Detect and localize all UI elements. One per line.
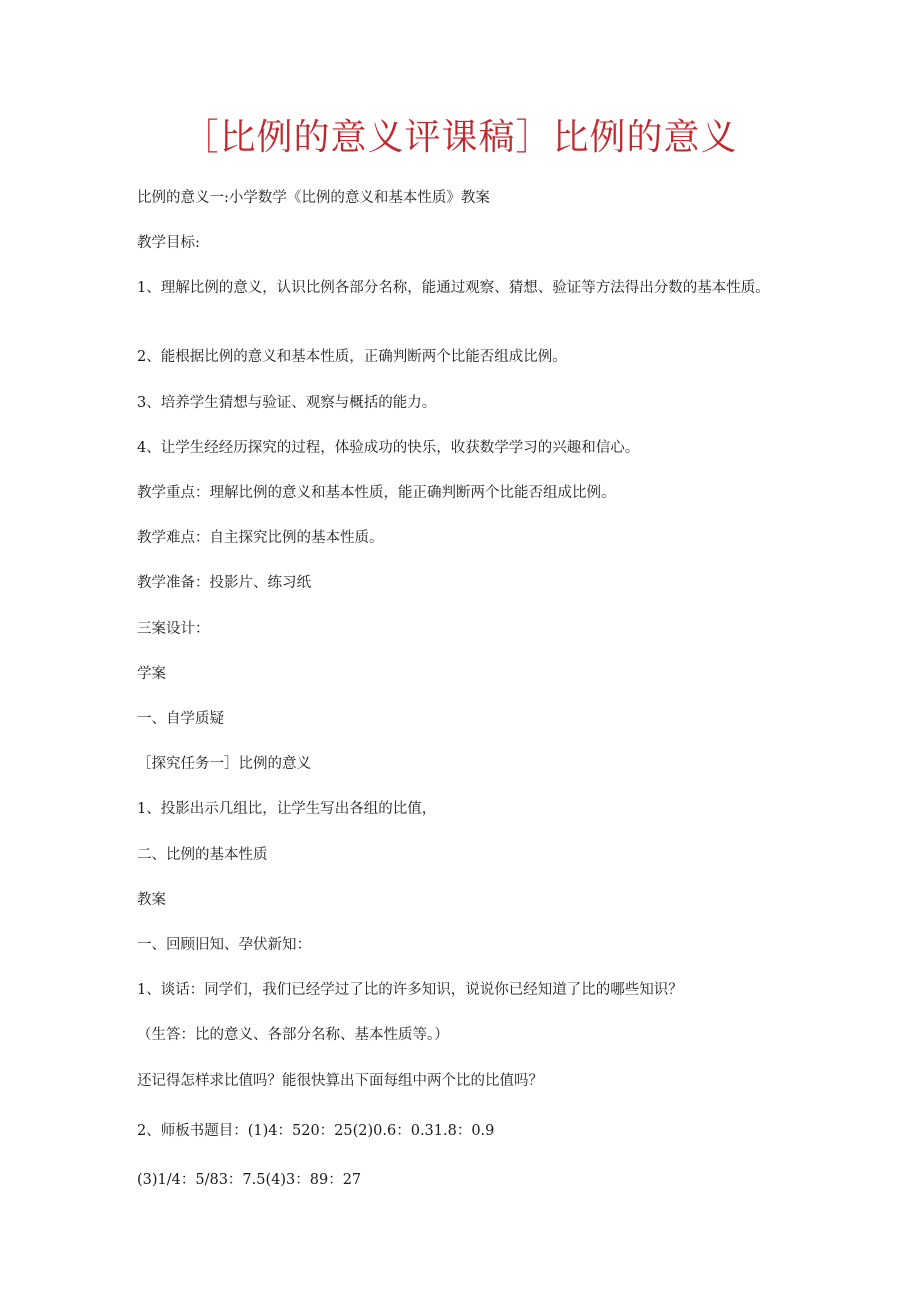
paragraph-task-step-1: 1、投影出示几组比，让学生写出各组的比值， <box>137 801 437 817</box>
paragraph-goal-3: 3、培养学生猜想与验证、观察与概括的能力。 <box>137 395 437 411</box>
paragraph-goal-4: 4、让学生经经历探究的过程，体验成功的快乐，收获数学学习的兴趣和信心。 <box>137 440 640 456</box>
paragraph-talk: 1、谈话：同学们，我们已经学过了比的许多知识，说说你已经知道了比的哪些知识？ <box>137 982 683 998</box>
paragraph-preparation: 教学准备：投影片、练习纸 <box>137 575 311 591</box>
paragraph-goal-2: 2、能根据比例的意义和基本性质，正确判断两个比能否组成比例。 <box>137 349 567 365</box>
paragraph-goal-1: 1、理解比例的意义，认识比例各部分名称，能通过观察、猜想、验证等方法得出分数的基本性质。 <box>137 280 770 296</box>
paragraph-question: 还记得怎样求比值吗？能很快算出下面每组中两个比的比值吗？ <box>137 1073 543 1089</box>
paragraph-board-problems-cont: (3)1/4：5/83：7.5(4)3：89：27 <box>137 1172 362 1188</box>
paragraph-goals-heading: 教学目标: <box>137 235 200 251</box>
paragraph-study-plan: 学案 <box>137 666 166 682</box>
paragraph-basic-property: 二、比例的基本性质 <box>137 847 268 863</box>
document-title: ［比例的意义评课稿］比例的意义 <box>182 117 738 158</box>
paragraph-review: 一、回顾旧知、孕伏新知： <box>137 937 311 953</box>
paragraph-key-points: 教学重点：理解比例的意义和基本性质，能正确判断两个比能否组成比例。 <box>137 485 616 501</box>
paragraph-lesson-plan: 教案 <box>137 892 166 908</box>
paragraph-design: 三案设计： <box>137 621 210 637</box>
paragraph-intro: 比例的意义一:小学数学《比例的意义和基本性质》教案 <box>137 190 490 206</box>
paragraph-difficulty: 教学难点：自主探究比例的基本性质。 <box>137 530 384 546</box>
paragraph-self-study: 一、自学质疑 <box>137 711 224 727</box>
paragraph-task-one: ［探究任务一］比例的意义 <box>137 756 311 772</box>
paragraph-student-answer: （生答：比的意义、各部分名称、基本性质等。） <box>137 1027 449 1043</box>
paragraph-board-problems: 2、师板书题目：(1)4：520：25(2)0.6：0.31.8：0.9 <box>137 1123 495 1139</box>
